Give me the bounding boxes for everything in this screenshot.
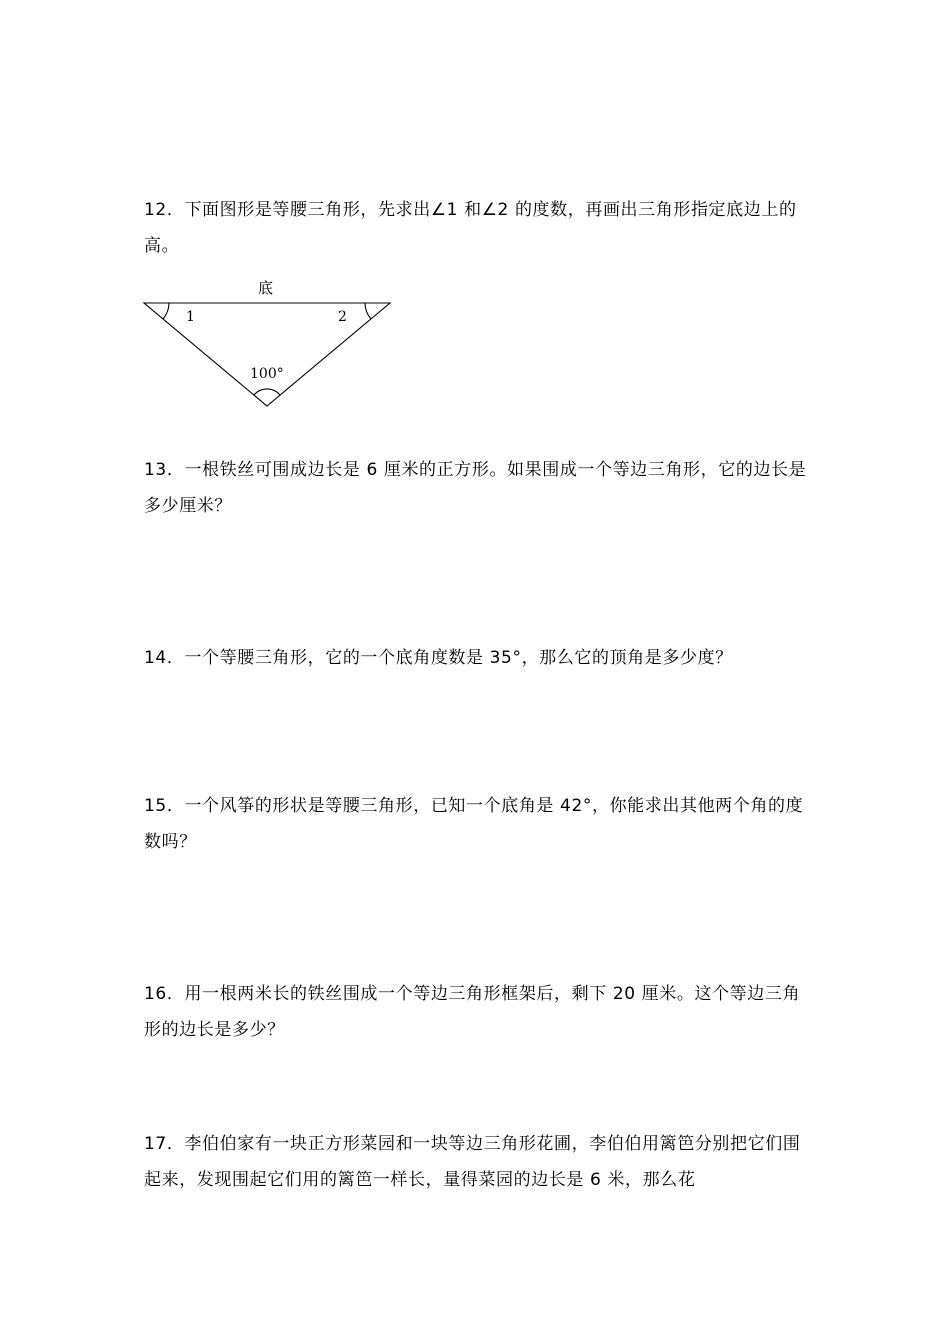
base-label: 底 <box>258 279 274 297</box>
question-text: 李伯伯家有一块正方形菜园和一块等边三角形花圃，李伯伯用篱笆分别把它们围起来，发现围起它们用的篱笆一样长，量得菜园的边长是 6 米，那么花 <box>144 1134 801 1190</box>
angle-2-arc <box>365 303 371 319</box>
question-17 <box>144 1126 814 1198</box>
question-number: 14． <box>144 648 185 668</box>
question-12 <box>144 192 814 264</box>
question-16 <box>144 976 814 1048</box>
question-text: 下面图形是等腰三角形，先求出∠1 和∠2 的度数，再画出三角形指定底边上的高。 <box>144 200 797 256</box>
question-text: 一个等腰三角形，它的一个底角度数是 35°，那么它的顶角是多少度？ <box>184 648 733 668</box>
question-15 <box>144 788 814 860</box>
isosceles-triangle-figure <box>140 276 400 416</box>
apex-angle-label: 100° <box>250 366 284 382</box>
angle-1-arc <box>163 303 169 319</box>
question-14 <box>144 640 814 676</box>
question-number: 15． <box>144 796 185 816</box>
question-number: 13． <box>144 460 185 480</box>
question-text: 用一根两米长的铁丝围成一个等边三角形框架后，剩下 20 厘米。这个等边三角形的边长是多少？ <box>144 984 801 1040</box>
question-number: 17． <box>144 1134 185 1154</box>
question-text: 一个风筝的形状是等腰三角形，已知一个底角是 42°，你能求出其他两个角的度数吗？ <box>144 796 804 852</box>
question-number: 16． <box>144 984 185 1004</box>
angle-1-label: 1 <box>186 309 195 325</box>
apex-angle-arc <box>254 389 280 395</box>
question-number: 12． <box>144 200 185 220</box>
question-text: 一根铁丝可围成边长是 6 厘米的正方形。如果围成一个等边三角形，它的边长是多少厘米？ <box>144 460 807 516</box>
triangle-shape <box>144 303 390 406</box>
question-13 <box>144 452 814 524</box>
angle-2-label: 2 <box>338 309 347 325</box>
